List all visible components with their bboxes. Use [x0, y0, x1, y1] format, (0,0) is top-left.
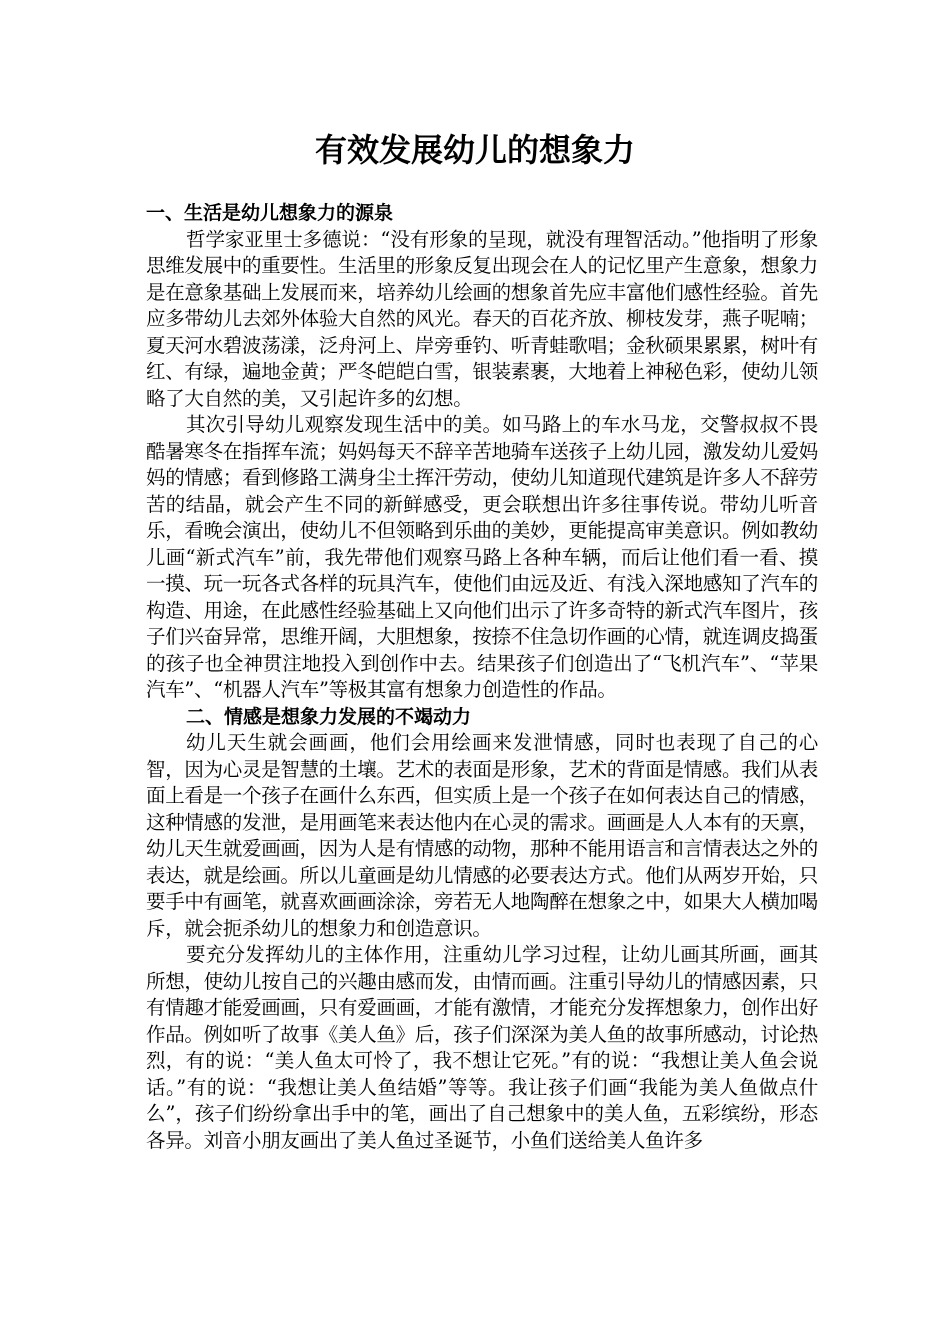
- section-heading-1: 一、生活是幼儿想象力的源泉: [146, 202, 394, 224]
- paragraph: 要充分发挥幼儿的主体作用，注重幼儿学习过程，让幼儿画其所画，画其所想，使幼儿按自己的兴趣由感而发，由情而画。注重引导幼儿的情感因素，只有情趣才能爱画画，只有爱画画，才能有激情，才能充分发挥想象力，创作出好作品。例如听了故事《美人鱼》后，孩子们深深为美人鱼的故事所感动，讨论热烈，有的说：“美人鱼太可怜了，我不想让它死。”有的说：“我想让美人鱼会说话。”有的说：“我想让美人鱼结婚”等等。我让孩子们画“我能为美人鱼做点什么”，孩子们纷纷拿出手中的笔，画出了自己想象中的美人鱼，五彩缤纷，形态各异。刘音小朋友画出了美人鱼过圣诞节，小鱼们送给美人鱼许多: [146, 943, 819, 1152]
- paragraph: 哲学家亚里士多德说：“没有形象的呈现，就没有理智活动。”他指明了形象思维发展中的重要性。生活里的形象反复出现会在人的记忆里产生意象，想象力是在意象基础上发展而来，培养幼儿绘画的想象首先应丰富他们感性经验。首先应多带幼儿去郊外体验大自然的风光。春天的百花齐放、柳枝发芽，燕子呢喃；夏天河水碧波荡漾，泛舟河上、岸旁垂钓、听青蛙歌唱；金秋硕果累累，树叶有红、有绿，遍地金黄；严冬皑皑白雪，银装素裹，大地着上神秘色彩，使幼儿领略了大自然的美，又引起许多的幻想。: [146, 227, 819, 410]
- document-title: 有效发展幼儿的想象力: [314, 131, 635, 169]
- paragraph: 其次引导幼儿观察发现生活中的美。如马路上的车水马龙，交警叔叔不畏酷暑寒冬在指挥车流；妈妈每天不辞辛苦地骑车送孩子上幼儿园，激发幼儿爱妈妈的情感；看到修路工满身尘土挥汗劳动，使幼儿知道现代建筑是许多人不辞劳苦的结晶，就会产生不同的新鲜感受，更会联想出许多往事传说。带幼儿听音乐，看晚会演出，使幼儿不但领略到乐曲的美妙，更能提高审美意识。例如教幼儿画“新式汽车”前，我先带他们观察马路上各种车辆，而后让他们看一看、摸一摸、玩一玩各式各样的玩具汽车，使他们由远及近、有浅入深地感知了汽车的构造、用途，在此感性经验基础上又向他们出示了许多奇特的新式汽车图片，孩子们兴奋异常，思维开阔，大胆想象，按捺不住急切作画的心情，就连调皮捣蛋的孩子也全神贯注地投入到创作中去。结果孩子们创造出了“飞机汽车”、“苹果汽车”、“机器人汽车”等极其富有想象力创造性的作品。: [146, 413, 819, 701]
- document-body: [146, 200, 818, 1154]
- paragraph: 幼儿天生就会画画，他们会用绘画来发泄情感，同时也表现了自己的心智，因为心灵是智慧的土壤。艺术的表面是形象，艺术的背面是情感。我们从表面上看是一个孩子在画什么东西，但实质上是一个孩子在如何表达自己的情感，这种情感的发泄，是用画笔来表达他内在心灵的需求。画画是人人本有的天禀，幼儿天生就爱画画，因为人是有情感的动物，那种不能用语言和言情表达之外的表达，就是绘画。所以儿童画是幼儿情感的必要表达方式。他们从两岁开始，只要手中有画笔，就喜欢画画涂涂，旁若无人地陶醉在想象之中，如果大人横加喝斥，就会扼杀幼儿的想象力和创造意识。: [146, 731, 819, 940]
- section-heading-2: 二、情感是想象力发展的不竭动力: [186, 705, 472, 728]
